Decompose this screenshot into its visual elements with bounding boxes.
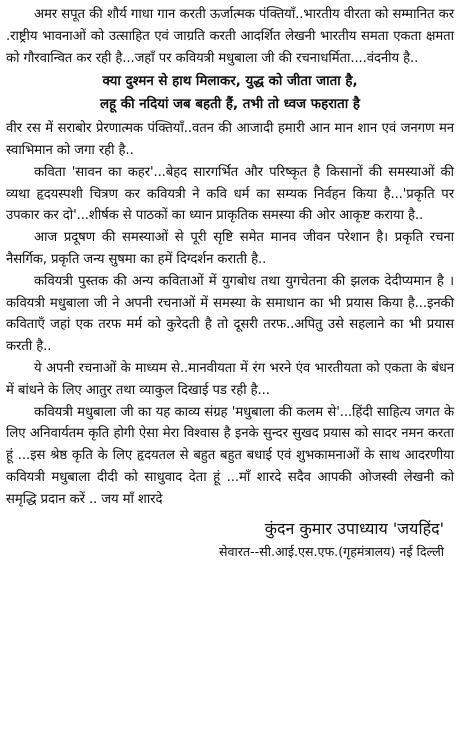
verse-line-2: लहू की नदियां जब बहती हैं, तभी तो ध्वज फहराता है	[99, 96, 361, 112]
paragraph-kavya-sangrah: कवियत्री मधुबाला जी का यह काव्य संग्रह 'मधुबाला की कलम से'...हिंदी साहित्य जगत के लिए अनिवार्यतम कृति होगी ऐसा मेरा विश्वास है इनके सुन्दर सुखद प्रयास को सादर नमन करता हूं ...इस श्रेष्ठ कृति के लिए हृदयतल से बहुत बहुत बधाई एवं शुभकामनाओं के साथ आदरणीया कवियत्री मधुबाला दीदी को साधुवाद देता हूं ...माँ शारदे सदैव आपकी ओजस्वी लेखनी को समृद्धि प्रदान करें .. जय माँ शारदे	[6, 404, 454, 507]
paragraph-veer-ras: वीर रस में सराबोर प्रेरणात्मक पंक्तियाँ..वतन की आजादी हमारी आन मान शान एवं जनगण मन स्वाभिमान को जगा रही है..	[6, 121, 454, 158]
paragraph-sawan-ka-kahar: कविता 'सावन का कहर'...बेहद सारगर्भित और परिष्कृत है किसानों की समस्याओं की व्यथा हृदयस्पशी चित्रण कर कवियत्री ने कवि धर्म का सम्यक निर्वहन किया है...'प्रकृति पर उपकार कर दो'...शीर्षक से पाठकों का ध्यान प्राकृतिक समस्या की ओर आकृष्ट कराया है..	[6, 164, 454, 224]
paragraph-pradushan: आज प्रदूषण की समस्याओं से पूरी सृष्टि समेत मानव जीवन परेशान है। प्रकृति रचना नैसर्गिक, प्रकृति जन्य सुषमा का हमें दिग्दर्शन कराती है..	[6, 230, 454, 267]
paragraph-manviyata: ये अपनी रचनाओं के माध्यम से..मानवीयता में रंग भरने एंव भारतीयता को एकता के बंधन में बांधने के लिए आतुर तथा व्याकुल दिखाई पड रही है...	[6, 360, 454, 398]
paragraph-yugbodh: कवियत्री पुस्तक की अन्य कविताओं में युगबोध तथा युगचेतना की झलक देदीप्यमान है । कवियत्री मधुबाला जी ने अपनी रचनाओं में समस्या के समाधान का भी प्रयास किया है...इनकी कविताएँ जहां एक तरफ मर्म को कुरेदती है तो दूसरी तरफ..अपितु उसे सहलाने का भी प्रयास करती है..	[6, 273, 454, 355]
signature-block	[6, 517, 454, 563]
paragraph-intro: अमर सपूत की शौर्य गाधा गान करती ऊर्जात्मक पंक्तियाँ..भारतीय वीरता को सम्मानित कर .राष्ट्रीय भावनाओं को उत्साहित एवं जाग्रति करती आदर्शित लेखनी भारतीय समता एकता क्षमता को गौरवान्वित कर रही है...जहाँ पर कवियत्री मधुबाला जी की रचनाधर्मिता....वंदनीय है..	[6, 7, 454, 66]
author-designation: सेवारत--सी.आई.एस.एफ.(गृहमंत्रालय) नई दिल्ली	[219, 543, 444, 559]
author-name: कुंदन कुमार उपाध्याय 'जयहिंद'	[264, 518, 444, 538]
verse-line-1: क्या दुश्मन से हाथ मिलाकर, युद्ध को जीता जाता है,	[102, 74, 358, 90]
verse-block	[6, 71, 454, 116]
